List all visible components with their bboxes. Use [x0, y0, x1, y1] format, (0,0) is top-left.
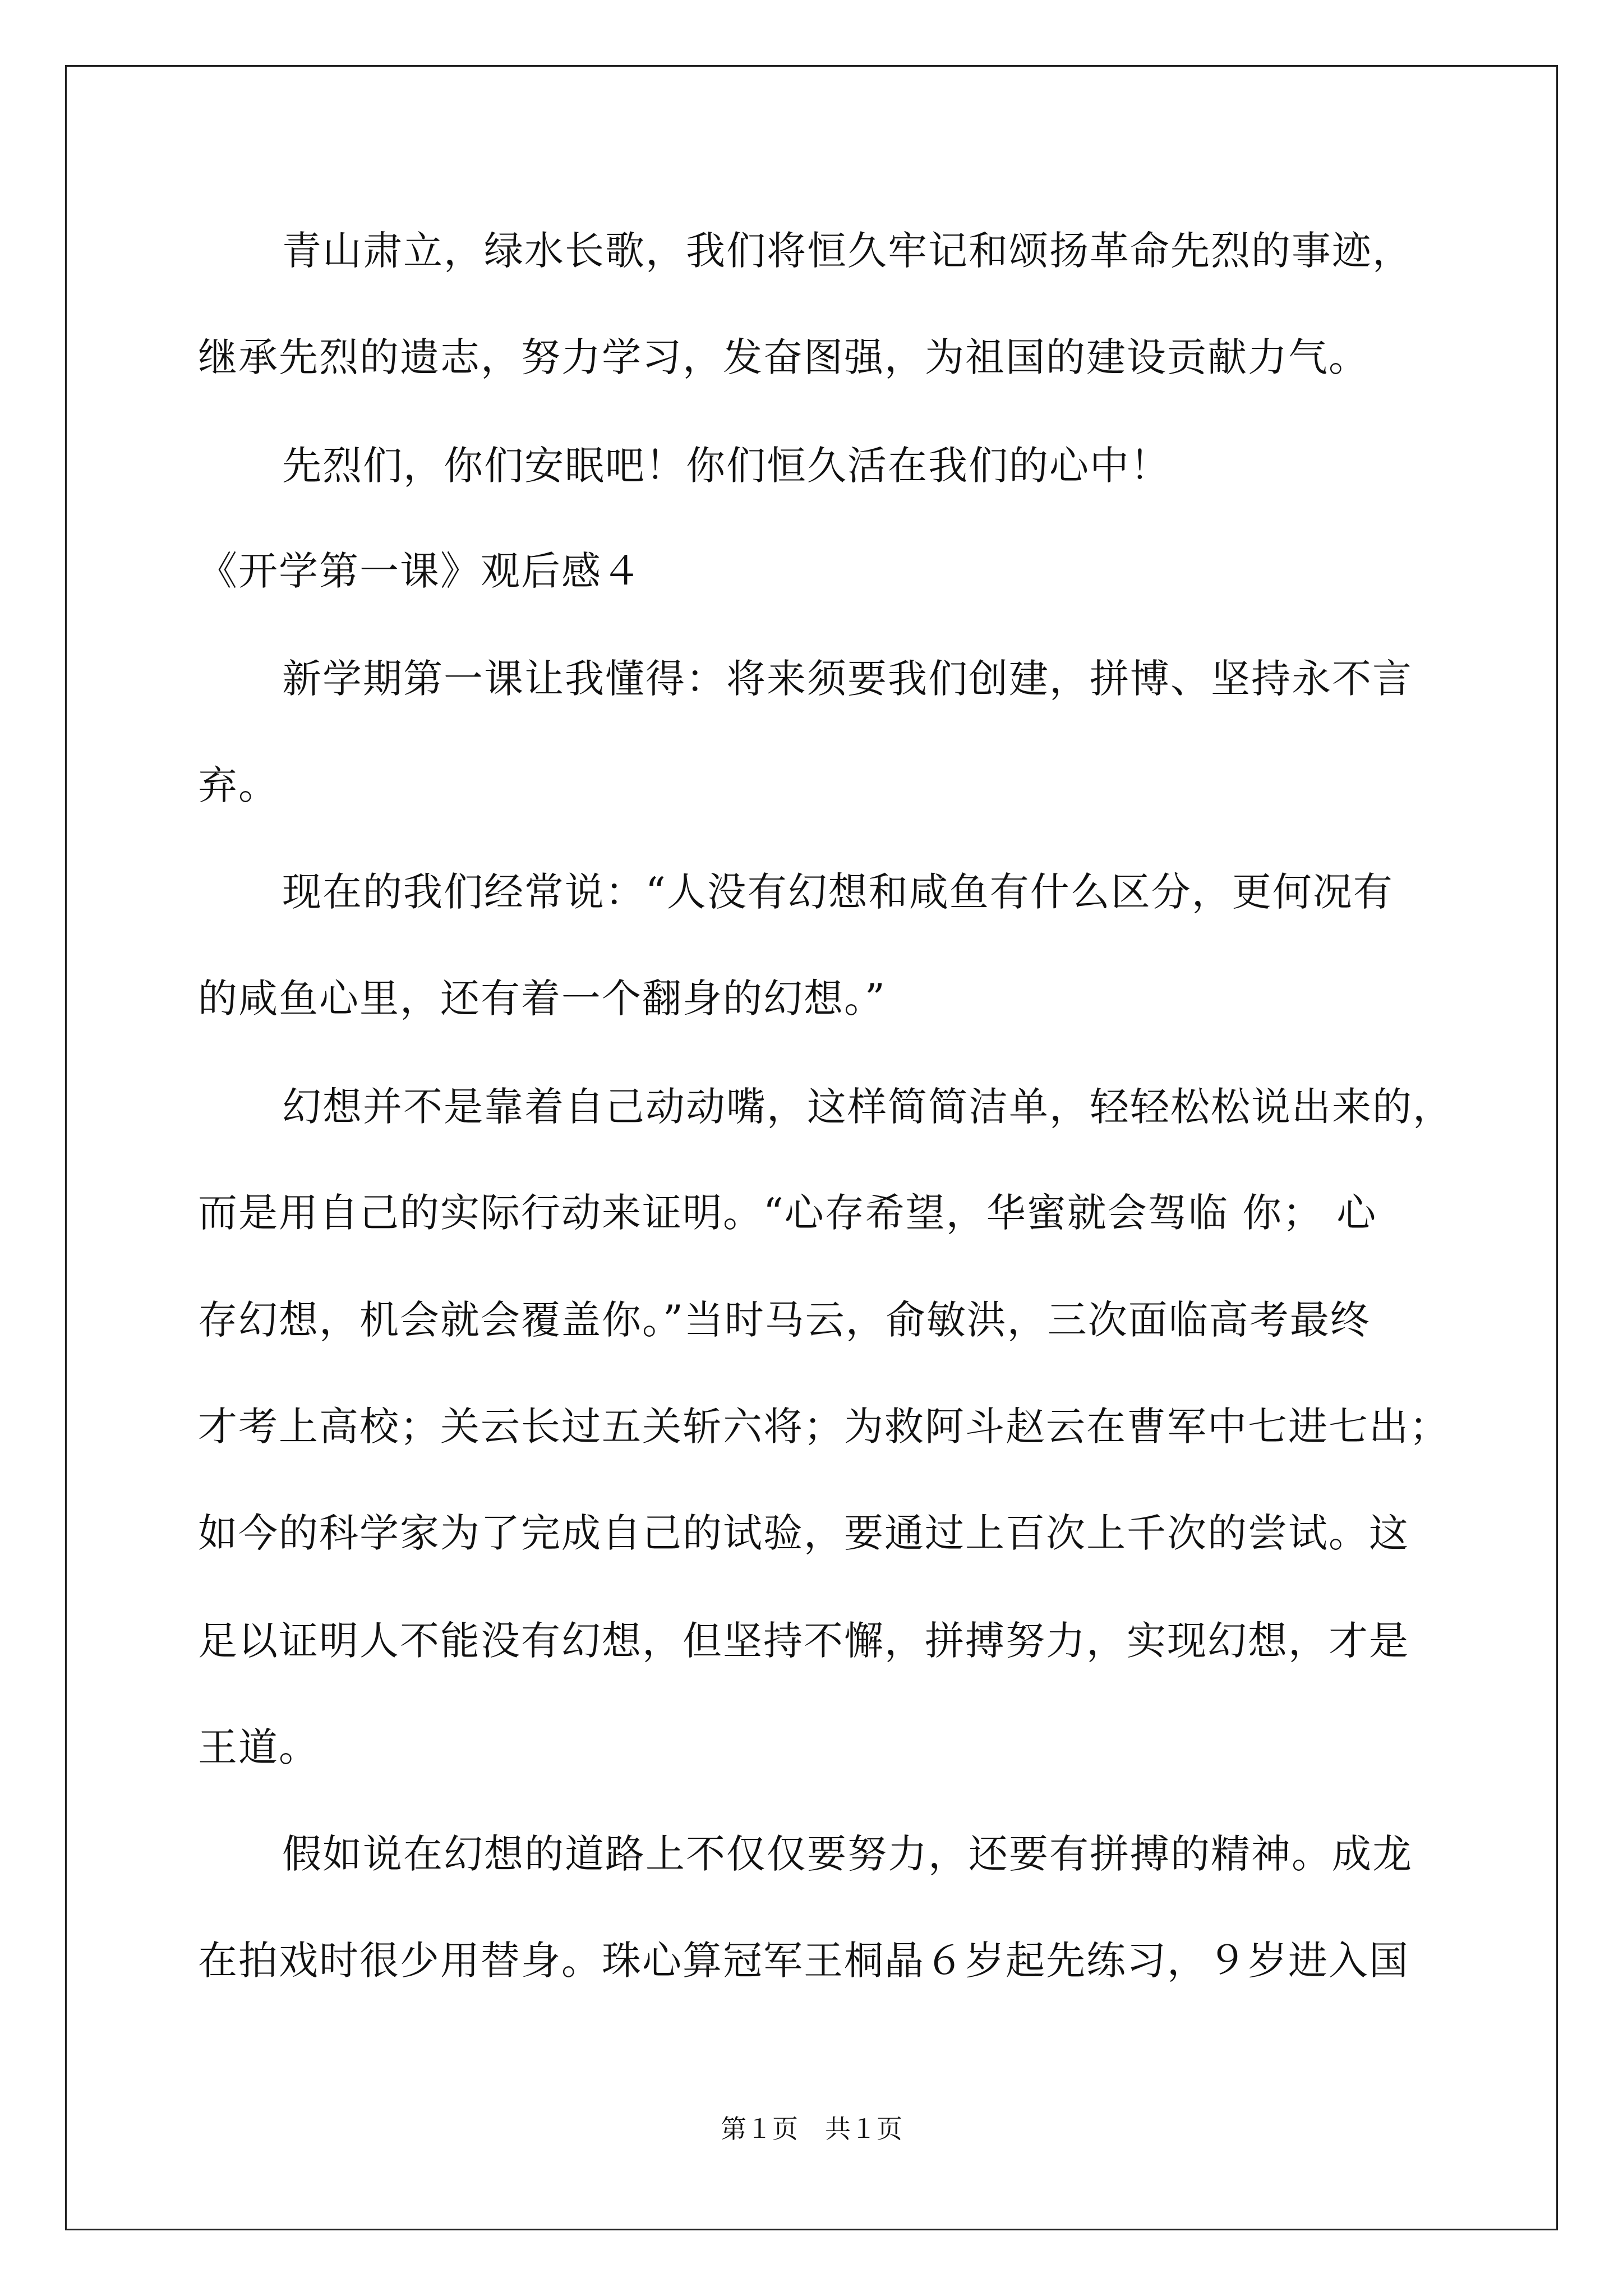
paragraph-line: 的咸鱼心里，还有着一个翻身的幻想。”	[198, 976, 886, 1022]
paragraph-line: 存幻想，机会就会覆盖你。”当时马云，俞敏洪，三次面临高考最终	[198, 1297, 1371, 1343]
paragraph-line: 幻想并不是靠着自己动动嘴，这样简简洁单，轻轻松松说出来的，	[282, 1084, 1453, 1130]
paragraph-line: 足以证明人不能没有幻想，但坚持不懈，拼搏努力，实现幻想，才是	[198, 1618, 1409, 1664]
paragraph-line: 在拍戏时很少用替身。珠心算冠军王桐晶６岁起先练习，９岁进入国	[198, 1938, 1409, 1984]
paragraph-line: 现在的我们经常说：“人没有幻想和咸鱼有什么区分，更何况有	[282, 869, 1394, 915]
paragraph-line: 弃。	[198, 762, 279, 808]
paragraph-line: 新学期第一课让我懂得：将来须要我们创建，拼博、坚持永不言	[282, 656, 1413, 702]
paragraph-line: 青山肃立，绿水长歌，我们将恒久牢记和颂扬革命先烈的事迹，	[282, 228, 1413, 274]
paragraph-line: 王道。	[198, 1724, 319, 1770]
section-heading: 《开学第一课》观后感４	[198, 548, 642, 594]
page-footer	[0, 2116, 1623, 2142]
paragraph-line: 才考上高校；关云长过五关斩六将；为救阿斗赵云在曹军中七进七出；	[198, 1404, 1450, 1450]
paragraph-line: 假如说在幻想的道路上不仅仅要努力，还要有拼搏的精神。成龙	[282, 1831, 1413, 1877]
paragraph-line: 先烈们，你们安眠吧！你们恒久活在我们的心中！	[282, 443, 1170, 489]
paragraph-line: 如今的科学家为了完成自己的试验，要通过上百次上千次的尝试。这	[198, 1510, 1409, 1556]
page-total: 共１页	[825, 2114, 902, 2144]
page-number: 第１页	[721, 2114, 798, 2144]
page-frame	[65, 65, 1558, 2230]
paragraph-line: 继承先烈的遗志，努力学习，发奋图强，为祖国的建设贡献力气。	[198, 334, 1369, 380]
paragraph-line: 而是用自己的实际行动来证明。“心存希望，华蜜就会驾临 你； 心	[198, 1190, 1377, 1236]
